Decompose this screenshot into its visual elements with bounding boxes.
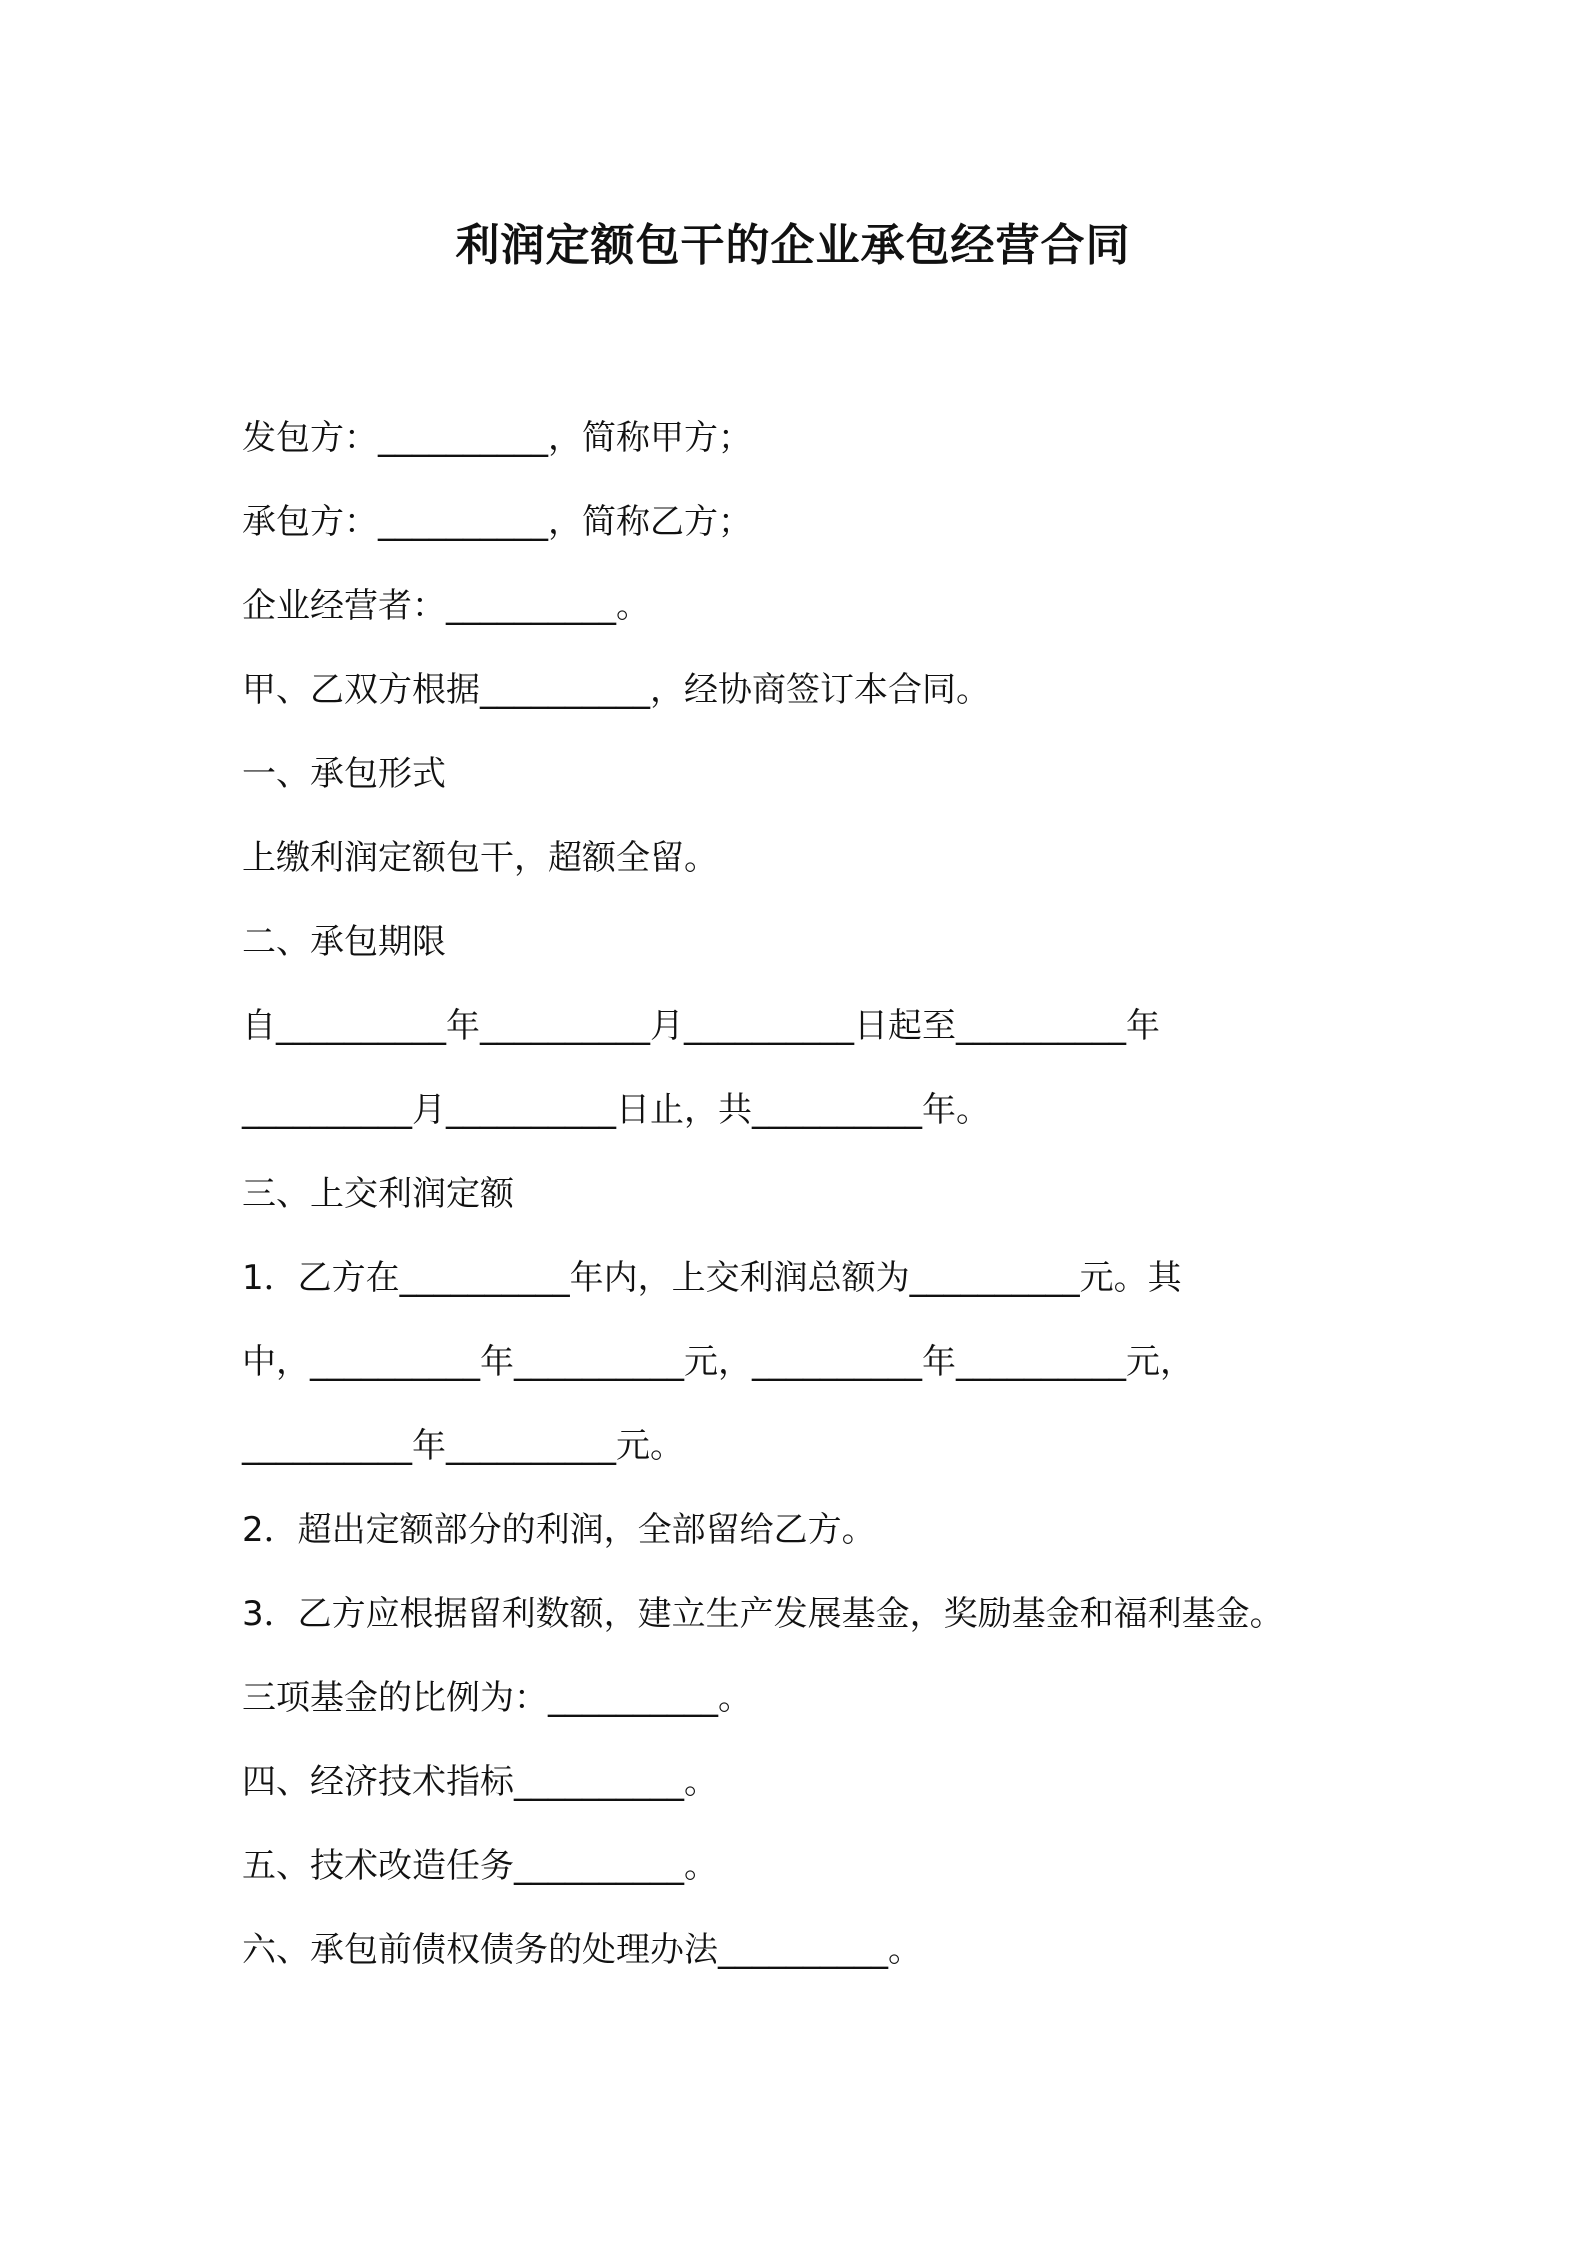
section-heading-term: 二、承包期限	[242, 922, 446, 962]
clause-profit-3-line-1: 3．乙方应根据留利数额，建立生产发展基金，奖励基金和福利基金。	[242, 1594, 1284, 1634]
clause-term-line-2: __________月__________日止，共__________年。	[242, 1090, 990, 1130]
section-heading-profit: 三、上交利润定额	[242, 1174, 514, 1214]
clause-operator-line: 企业经营者：__________。	[242, 586, 650, 626]
clause-profit-1-line-2: 中，__________年__________元，__________年__________元，	[242, 1342, 1194, 1382]
section-heading-indicators: 四、经济技术指标__________。	[242, 1762, 718, 1802]
clause-profit-1-line-3: __________年__________元。	[242, 1426, 684, 1466]
section-heading-form: 一、承包形式	[242, 754, 446, 794]
clause-contractor-line: 发包方：__________，简称甲方；	[242, 418, 752, 458]
clause-profit-2: 2．超出定额部分的利润，全部留给乙方。	[242, 1510, 876, 1550]
clause-contractee-line: 承包方：__________，简称乙方；	[242, 502, 752, 542]
clause-profit-1-line-1: 1．乙方在__________年内，上交利润总额为__________元。其	[242, 1258, 1182, 1298]
document-title: 利润定额包干的企业承包经营合同	[455, 220, 1131, 271]
clause-form-text: 上缴利润定额包干，超额全留。	[242, 838, 718, 878]
clause-term-line-1: 自__________年__________月__________日起至__________年	[242, 1006, 1160, 1046]
section-heading-debts: 六、承包前债权债务的处理办法__________。	[242, 1930, 922, 1970]
clause-basis-line: 甲、乙双方根据__________，经协商签订本合同。	[242, 670, 990, 710]
clause-profit-3-line-2: 三项基金的比例为：__________。	[242, 1678, 752, 1718]
section-heading-tech-upgrade: 五、技术改造任务__________。	[242, 1846, 718, 1886]
